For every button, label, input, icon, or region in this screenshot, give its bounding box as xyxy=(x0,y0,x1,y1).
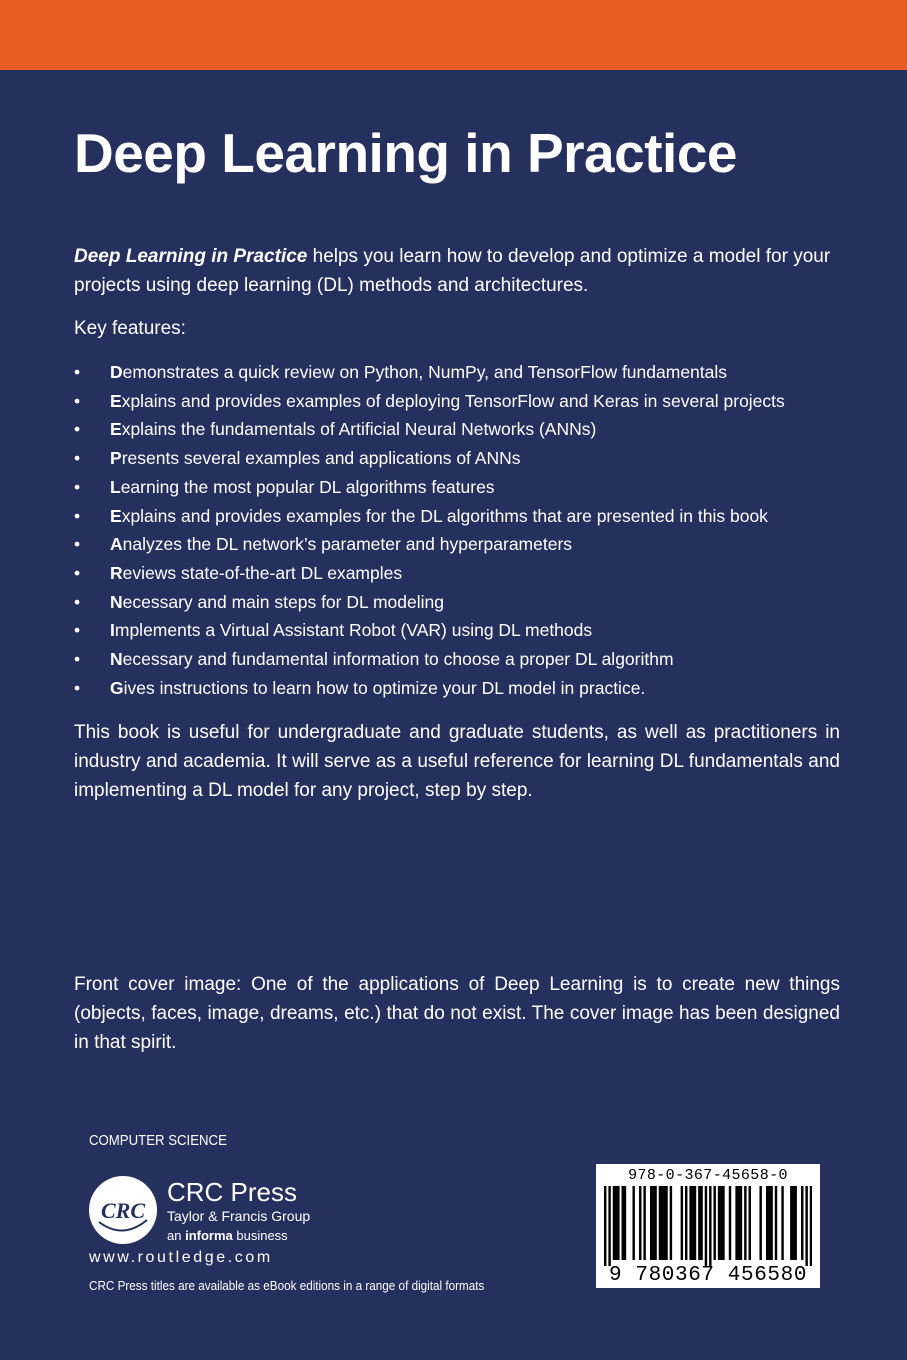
feature-text: ives instructions to learn how to optimize your DL model in practice. xyxy=(123,677,646,698)
bullet-icon: • xyxy=(74,620,81,641)
feature-item xyxy=(74,387,864,416)
barcode-bar xyxy=(663,1186,665,1260)
barcode-bar xyxy=(617,1186,619,1260)
feature-initial: I xyxy=(110,620,115,641)
bullet-icon: • xyxy=(74,505,81,526)
barcode-bar xyxy=(698,1186,700,1260)
closing-paragraph: This book is useful for undergraduate and graduate students, as well as practitioners in industry and academia. It will serve as a useful reference for learning DL fundamentals and implementing a DL model for any project, step by step. xyxy=(74,722,840,801)
barcode-bar xyxy=(650,1186,652,1260)
barcode-bar xyxy=(622,1186,624,1260)
barcode-bar xyxy=(604,1186,606,1266)
feature-text: nalyzes the DL network’s parameter and hyperparameters xyxy=(122,534,573,555)
barcode-bar xyxy=(692,1186,694,1260)
barcode-bar xyxy=(661,1186,663,1260)
barcode-bar xyxy=(681,1186,683,1260)
bullet-icon: • xyxy=(74,476,81,497)
bullet-icon: • xyxy=(74,390,81,411)
feature-text: resents several examples and applications of ANNs xyxy=(121,448,521,469)
cover-image-note: Front cover image: One of the applications of Deep Learning is to create new things (objects, faces, image, dreams, etc.) that do not exist. The cover image has been designed in that spirit. xyxy=(74,974,840,1053)
top-color-band xyxy=(0,0,907,70)
feature-text: xplains and provides examples of deploying TensorFlow and Keras in several projects xyxy=(121,390,785,411)
informa-prefix: an xyxy=(167,1228,186,1243)
barcode-bar xyxy=(665,1186,667,1260)
publisher-name: CRC Press xyxy=(167,1177,298,1207)
features-list xyxy=(74,358,864,702)
category-label: COMPUTER SCIENCE xyxy=(89,1132,227,1149)
barcode-bar xyxy=(694,1186,696,1260)
barcode-bar xyxy=(768,1186,770,1260)
barcode-bar xyxy=(720,1186,722,1260)
feature-text: xplains and provides examples for the DL algorithms that are presented in this book xyxy=(121,505,768,526)
barcode-bar xyxy=(705,1186,707,1266)
feature-initial: E xyxy=(110,505,122,526)
bullet-icon: • xyxy=(74,649,81,670)
crc-logo-icon xyxy=(89,1176,157,1244)
publisher-group: Taylor & Francis Group xyxy=(167,1208,311,1224)
informa-word: informa xyxy=(185,1228,233,1243)
barcode-bar xyxy=(654,1186,656,1260)
barcode-bar xyxy=(810,1186,812,1266)
bullet-icon: • xyxy=(74,448,81,469)
barcode-bar xyxy=(700,1186,702,1260)
bullet-icon: • xyxy=(74,534,81,555)
barcode-bar xyxy=(790,1186,792,1260)
feature-initial: G xyxy=(110,677,124,698)
barcode-bar xyxy=(766,1186,768,1260)
feature-item xyxy=(74,588,864,617)
bullet-icon: • xyxy=(74,591,81,612)
barcode-bar xyxy=(689,1186,691,1260)
barcode-bar xyxy=(652,1186,654,1260)
feature-initial: N xyxy=(110,591,123,612)
barcode-bars xyxy=(604,1186,812,1266)
feature-item xyxy=(74,645,864,674)
intro-book-title: Deep Learning in Practice xyxy=(74,246,308,267)
barcode-bar xyxy=(624,1186,626,1260)
barcode-bar xyxy=(608,1186,610,1266)
feature-text: emonstrates a quick review on Python, NumPy, and TensorFlow fundamentals xyxy=(122,362,728,382)
barcode-bar xyxy=(643,1186,645,1260)
intro-paragraph xyxy=(74,242,846,300)
barcode-bar xyxy=(759,1186,761,1260)
isbn-bottom-text: 9 780367 456580 xyxy=(608,1264,808,1287)
feature-initial: L xyxy=(110,476,121,497)
feature-initial: E xyxy=(110,390,122,411)
feature-initial: E xyxy=(110,419,122,440)
barcode-bar xyxy=(775,1186,777,1260)
book-title: Deep Learning in Practice xyxy=(74,122,737,184)
barcode-bar xyxy=(685,1186,687,1260)
barcode-bar xyxy=(749,1186,751,1260)
isbn-top-text: 978-0-367-45658-0 xyxy=(628,1167,788,1184)
feature-text: mplements a Virtual Assistant Robot (VAR) using DL methods xyxy=(114,620,593,641)
barcode-bar xyxy=(632,1186,634,1260)
barcode-bar xyxy=(770,1186,772,1260)
feature-item xyxy=(74,415,864,444)
informa-line xyxy=(167,1228,288,1244)
ebook-note: CRC Press titles are available as eBook editions in a range of digital formats xyxy=(89,1278,485,1293)
barcode-bar xyxy=(805,1186,807,1266)
barcode-bar xyxy=(615,1186,617,1260)
feature-item xyxy=(74,358,864,387)
barcode-bar xyxy=(709,1186,711,1266)
bullet-icon: • xyxy=(74,419,81,440)
barcode-bar xyxy=(670,1186,672,1260)
barcode-bar xyxy=(738,1186,740,1260)
barcode-bar xyxy=(713,1186,715,1260)
intro-text: helps you learn how to develop and optimize a model for your projects using deep learning (DL) methods and architectures. xyxy=(74,246,831,296)
barcode-bar xyxy=(794,1186,796,1260)
barcode-bar xyxy=(659,1186,661,1260)
barcode-bar xyxy=(718,1186,720,1260)
feature-text: xplains the fundamentals of Artificial Neural Networks (ANNs) xyxy=(121,419,597,440)
barcode-bar xyxy=(744,1186,746,1260)
feature-text: ecessary and fundamental information to choose a proper DL algorithm xyxy=(122,649,674,670)
informa-suffix: business xyxy=(232,1228,288,1243)
feature-initial: P xyxy=(110,448,122,469)
barcode-bar xyxy=(729,1186,731,1260)
feature-text: ecessary and main steps for DL modeling xyxy=(122,591,444,612)
barcode-bar xyxy=(801,1186,803,1260)
key-features-heading: Key features: xyxy=(74,318,186,339)
barcode-bar xyxy=(639,1186,641,1260)
barcode-bar xyxy=(722,1186,724,1260)
feature-initial: D xyxy=(110,362,123,382)
feature-item xyxy=(74,502,864,531)
barcode-bar xyxy=(740,1186,742,1260)
bullet-icon: • xyxy=(74,562,81,583)
feature-item xyxy=(74,444,864,473)
feature-text: earning the most popular DL algorithms features xyxy=(120,476,495,497)
feature-initial: N xyxy=(110,649,123,670)
barcode-bar xyxy=(781,1186,783,1260)
feature-item xyxy=(74,559,864,588)
feature-item xyxy=(74,473,864,502)
bullet-icon: • xyxy=(74,362,81,382)
crc-logo-text: CRC xyxy=(100,1198,146,1223)
feature-item xyxy=(74,674,864,703)
barcode-bar xyxy=(735,1186,737,1260)
feature-item xyxy=(74,530,864,559)
barcode-bar xyxy=(613,1186,615,1260)
bullet-icon: • xyxy=(74,677,81,698)
isbn-barcode xyxy=(596,1164,820,1288)
website-link[interactable]: www.routledge.com xyxy=(89,1249,273,1266)
feature-initial: A xyxy=(110,534,123,555)
feature-initial: R xyxy=(110,562,123,583)
barcode-bar xyxy=(792,1186,794,1260)
feature-item xyxy=(74,616,864,645)
feature-text: eviews state-of-the-art DL examples xyxy=(122,562,403,583)
